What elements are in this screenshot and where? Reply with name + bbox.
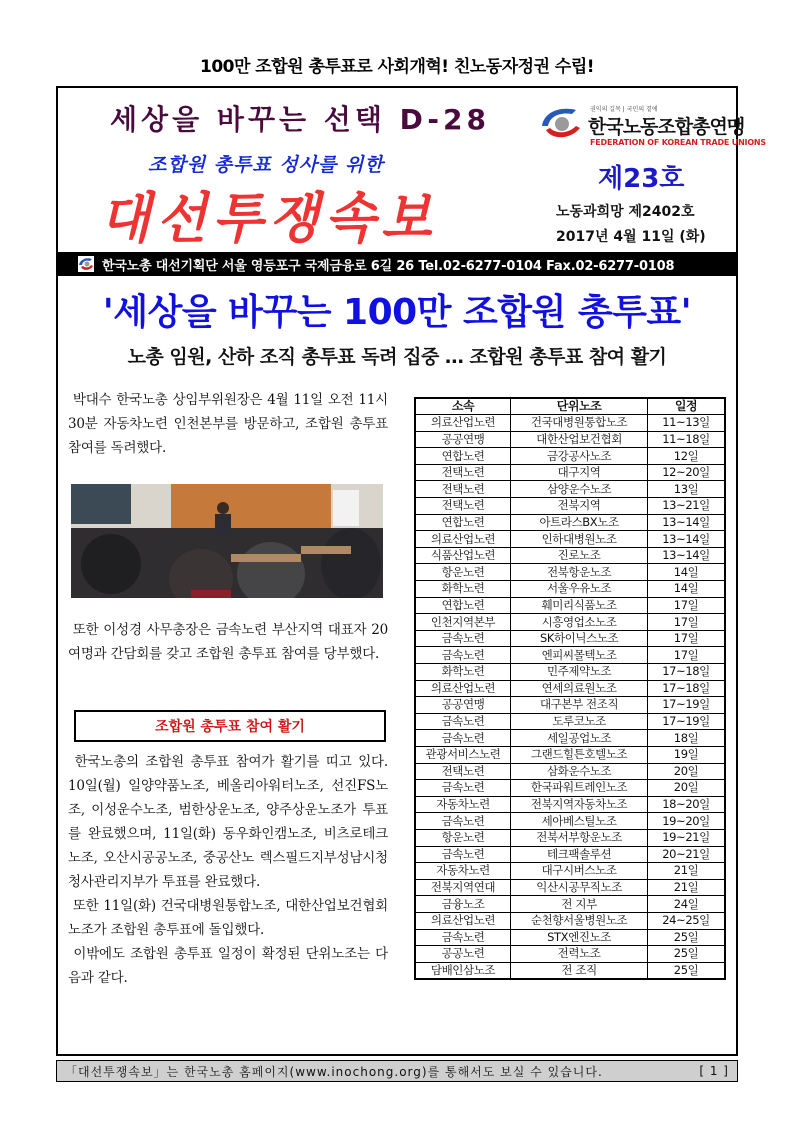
table-row [415,415,725,432]
table-row [415,946,725,963]
table-row [415,962,725,979]
table-row [415,498,725,515]
cell-union: 세아베스틸노조 [511,813,648,830]
issue-number: 제23호 [598,164,685,194]
table-row [415,481,725,498]
header-right [528,88,766,253]
cell-schedule: 25일 [648,929,725,946]
table-row [415,547,725,564]
table-row [415,829,725,846]
cell-union: 훼미리식품노조 [511,597,648,614]
newsletter-frame [56,86,766,1056]
cell-affiliation: 금속노련 [415,713,511,730]
table-row [415,863,725,880]
cell-union: 전북지역자동차노조 [511,796,648,813]
table-row [415,531,725,548]
masthead-subtitle: 조합원 총투표 성사를 위한 [148,154,384,176]
cell-union: 전 조직 [511,962,648,979]
cell-affiliation: 공공노련 [415,946,511,963]
cell-schedule: 13~14일 [648,514,725,531]
meeting-photo-image [71,484,383,598]
table-row [415,697,725,714]
cell-union: 전북항운노조 [511,564,648,581]
table-row [415,846,725,863]
cell-affiliation: 금속노련 [415,730,511,747]
cell-schedule: 21일 [648,863,725,880]
cell-affiliation: 자동차노련 [415,796,511,813]
page-number: [ 1 ] [699,1064,729,1078]
section-box-title: 조합원 총투표 참여 활기 [74,710,386,742]
table-row [415,431,725,448]
cell-schedule: 17~18일 [648,664,725,681]
table-row [415,630,725,647]
table-row [415,448,725,465]
header-affiliation: 소속 [415,398,511,415]
table-row [415,912,725,929]
cell-affiliation: 항운노련 [415,829,511,846]
cell-affiliation: 연합노련 [415,514,511,531]
schedule-table-wrapper [414,397,726,980]
cell-affiliation: 전북지역연대 [415,879,511,896]
cell-union: 전북지역 [511,498,648,515]
cell-affiliation: 금속노련 [415,846,511,863]
cell-schedule: 13~14일 [648,531,725,548]
cell-affiliation: 연합노련 [415,448,511,465]
cell-schedule: 17일 [648,630,725,647]
table-row [415,929,725,946]
cell-affiliation: 금속노련 [415,647,511,664]
cell-union: 순천향서울병원노조 [511,912,648,929]
logo-tagline: 권익의 길목 | 국민의 곁에 [590,106,658,113]
address-text: 한국노총 대선기획단 서울 영등포구 국제금융로 6길 26 Tel.02-6277-0104 Fax.02-6277-0108 [102,258,675,274]
cell-affiliation: 담배인삼노조 [415,962,511,979]
cell-schedule: 13~14일 [648,547,725,564]
fktu-logo-icon [538,104,584,142]
cell-union: 전력노조 [511,946,648,963]
cell-union: 삼화운수노조 [511,763,648,780]
cell-schedule: 14일 [648,564,725,581]
cell-affiliation: 화학노련 [415,664,511,681]
top-slogan: 100만 조합원 총투표로 사회개혁! 친노동자정권 수립! [199,57,595,77]
cell-affiliation: 공공연맹 [415,431,511,448]
cell-union: 시흥영업소노조 [511,614,648,631]
schedule-table [414,397,726,980]
headline: '세상을 바꾸는 100만 조합원 총투표' [102,292,692,333]
meeting-photo [71,484,383,598]
cell-affiliation: 자동차노련 [415,863,511,880]
cell-schedule: 18일 [648,730,725,747]
cell-schedule: 20~21일 [648,846,725,863]
table-row [415,896,725,913]
table-row [415,680,725,697]
table-row [415,614,725,631]
cell-union: 민주제약노조 [511,664,648,681]
logo-name-en: FEDERATION OF KOREAN TRADE UNIONS [590,138,766,147]
header-left [58,88,528,253]
cell-schedule: 20일 [648,780,725,797]
article-paragraph-2: 또한 이성경 사무총장은 금속노련 부산지역 대표자 20여명과 간담회를 갖고 조합원 총투표 참여를 당부했다. [68,622,388,662]
cell-union: 건국대병원통합노조 [511,415,648,432]
cell-union: 대구지역 [511,464,648,481]
cell-schedule: 24일 [648,896,725,913]
cell-schedule: 20일 [648,763,725,780]
cell-union: 대구시버스노조 [511,863,648,880]
cell-schedule: 11~18일 [648,431,725,448]
article-paragraph-4: 또한 11일(화) 건국대병원통합노조, 대한산업보건협회노조가 조합원 총투표에 돌입했다. [68,898,389,938]
table-row [415,730,725,747]
cell-schedule: 13일 [648,481,725,498]
cell-union: 인하대병원노조 [511,531,648,548]
footer-bar [56,1060,738,1082]
cell-schedule: 13~21일 [648,498,725,515]
issue-sub-number: 노동과희망 제2402호 [556,204,695,220]
footer-text: 「대선투쟁속보」는 한국노총 홈페이지(www.inochong.org)를 통해서도 보실 수 있습니다. [65,1064,603,1079]
table-row [415,664,725,681]
cell-schedule: 17~19일 [648,713,725,730]
cell-affiliation: 의료산업노련 [415,680,511,697]
cell-union: 아트라스BX노조 [511,514,648,531]
cell-schedule: 25일 [648,946,725,963]
article-paragraph-1: 박대수 한국노총 상임부위원장은 4월 11일 오전 11시 30분 자동차노련 인천본부를 방문하고, 조합원 총투표 참여를 독려했다. [68,392,388,456]
cell-union: 연세의료원노조 [511,680,648,697]
cell-schedule: 17일 [648,614,725,631]
cell-schedule: 11~13일 [648,415,725,432]
address-bar [58,252,736,276]
cell-schedule: 17~18일 [648,680,725,697]
table-header-row [415,398,725,415]
cell-affiliation: 화학노련 [415,581,511,598]
cell-union: 전 지부 [511,896,648,913]
cell-union: 삼양운수노조 [511,481,648,498]
cell-union: 그랜드힐튼호텔노조 [511,746,648,763]
masthead-title: 대선투쟁속보 [100,187,438,251]
cell-schedule: 24~25일 [648,912,725,929]
cell-union: 금강공사노조 [511,448,648,465]
cell-union: 익산시공무직노조 [511,879,648,896]
cell-affiliation: 관광서비스노련 [415,746,511,763]
cell-union: 대구본부 전조직 [511,697,648,714]
cell-affiliation: 금속노련 [415,780,511,797]
cell-schedule: 19일 [648,746,725,763]
header-union: 단위노조 [511,398,648,415]
cell-schedule: 17일 [648,597,725,614]
cell-schedule: 21일 [648,879,725,896]
cell-union: 테크팩솔루션 [511,846,648,863]
cell-schedule: 17~19일 [648,697,725,714]
cell-affiliation: 전택노련 [415,763,511,780]
article-section [68,750,388,990]
cell-affiliation: 전택노련 [415,498,511,515]
fktu-logo [538,100,766,150]
table-row [415,514,725,531]
cell-affiliation: 공공연맹 [415,697,511,714]
cell-schedule: 19~21일 [648,829,725,846]
table-row [415,780,725,797]
table-row [415,564,725,581]
cell-schedule: 19~20일 [648,813,725,830]
cell-schedule: 12일 [648,448,725,465]
cell-affiliation: 의료산업노련 [415,531,511,548]
table-row [415,879,725,896]
cell-affiliation: 항운노련 [415,564,511,581]
article-paragraph-5: 이밖에도 조합원 총투표 일정이 확정된 단위노조는 다음과 같다. [68,946,388,986]
table-row [415,746,725,763]
cell-union: 대한산업보건협회 [511,431,648,448]
table-row [415,713,725,730]
cell-union: 엔피씨몰텍노조 [511,647,648,664]
cell-affiliation: 전택노련 [415,464,511,481]
cell-affiliation: 연합노련 [415,597,511,614]
cell-union: 한국파워트레인노조 [511,780,648,797]
cell-affiliation: 금융노조 [415,896,511,913]
cell-union: 도루코노조 [511,713,648,730]
cell-union: 세일공업노조 [511,730,648,747]
cell-schedule: 18~20일 [648,796,725,813]
header-schedule: 일정 [648,398,725,415]
fktu-small-logo-icon [78,256,94,272]
cell-schedule: 14일 [648,581,725,598]
cell-affiliation: 의료산업노련 [415,912,511,929]
d-day-title: 세상을 바꾸는 선택 D-28 [110,103,490,136]
cell-affiliation: 식품산업노련 [415,547,511,564]
cell-schedule: 25일 [648,962,725,979]
subheadline: 노총 임원, 산하 조직 총투표 독려 집중 … 조합원 총투표 참여 활기 [127,346,667,368]
table-row [415,647,725,664]
table-row [415,796,725,813]
table-row [415,763,725,780]
cell-affiliation: 금속노련 [415,630,511,647]
cell-union: STX엔진노조 [511,929,648,946]
cell-affiliation: 금속노련 [415,813,511,830]
table-row [415,597,725,614]
cell-union: SK하이닉스노조 [511,630,648,647]
cell-affiliation: 전택노련 [415,481,511,498]
issue-date: 2017년 4월 11일 (화) [556,229,706,245]
logo-name-kr: 한국노동조합총연맹 [588,116,745,138]
cell-schedule: 17일 [648,647,725,664]
cell-affiliation: 금속노련 [415,929,511,946]
cell-affiliation: 의료산업노련 [415,415,511,432]
cell-union: 서울우유노조 [511,581,648,598]
cell-schedule: 12~20일 [648,464,725,481]
table-row [415,464,725,481]
cell-affiliation: 인천지역본부 [415,614,511,631]
table-row [415,581,725,598]
article-paragraph-3: 한국노총의 조합원 총투표 참여가 활기를 띠고 있다. 10일(월) 일양약품노조, 베올리아워터노조, 선진FS노조, 이성운수노조, 범한상운노조, 양주상운노조가 투표를 완료했으며, 11일(화) 동우화인캠노조, 비츠로테크노조, 오산시공공노조, 중공산노 렉스필드지부성남시청 청사관리지부가 투표를 완료했다. [68,754,388,890]
schedule-table-body [415,415,725,979]
table-row [415,813,725,830]
cell-union: 진로노조 [511,547,648,564]
cell-union: 전북서부항운노조 [511,829,648,846]
